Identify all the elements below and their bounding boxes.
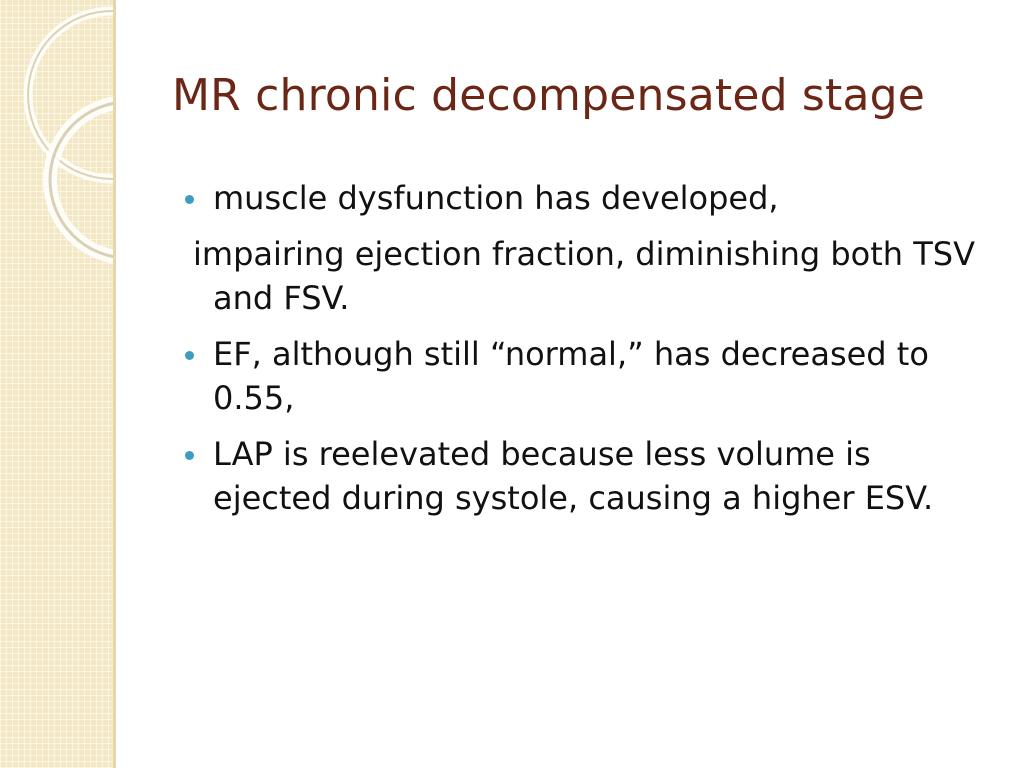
continuation-paragraph <box>185 232 985 320</box>
bullet-item <box>185 432 985 520</box>
bullet-text: LAP is reelevated because less volume is ejected during systole, causing a higher ESV. <box>213 435 934 517</box>
bullet-item <box>185 332 985 420</box>
bullet-item <box>185 176 985 220</box>
decorative-side-band <box>0 0 116 768</box>
decorative-rings-icon <box>0 0 113 768</box>
bullet-text: EF, although still “normal,” has decreased to 0.55, <box>213 335 929 417</box>
slide-body <box>185 176 985 532</box>
bullet-dot-icon <box>185 351 194 360</box>
bullet-text: impairing ejection fraction, diminishing both TSV and FSV. <box>193 235 975 317</box>
bullet-text: muscle dysfunction has developed, <box>213 179 779 217</box>
slide-title: MR chronic decompensated stage <box>172 70 926 121</box>
bullet-dot-icon <box>185 451 194 460</box>
bullet-dot-icon <box>185 195 194 204</box>
